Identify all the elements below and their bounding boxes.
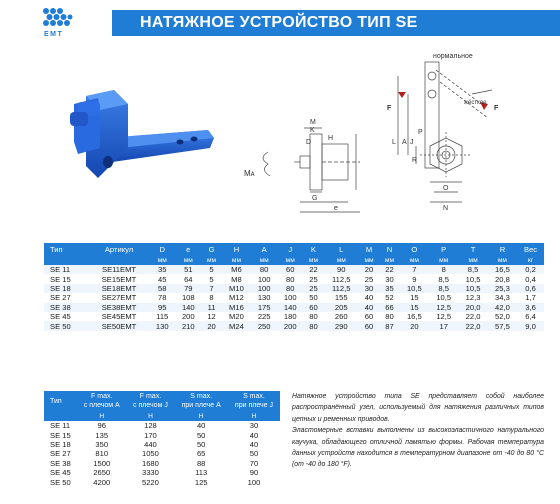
spec-units-row <box>44 255 544 265</box>
table-cell: 8,5 <box>458 265 487 274</box>
table-cell: 5220 <box>141 477 159 487</box>
unit-cell: мм <box>251 255 277 265</box>
unit-cell: мм <box>379 255 399 265</box>
table-cell: SE 27 <box>50 449 71 459</box>
label-f-left: F <box>387 105 392 112</box>
table-cell: 80 <box>277 284 303 293</box>
unit-cell: мм <box>201 255 221 265</box>
table-cell: SE38EMT <box>89 303 149 312</box>
table-cell: 35 <box>149 265 175 274</box>
product-image <box>68 82 218 182</box>
table-cell: 1680 <box>141 458 159 468</box>
table-cell: SE 18 <box>44 284 89 293</box>
label-f-right: F <box>494 105 499 112</box>
table-cell: 20,0 <box>458 303 487 312</box>
table-cell: 9,0 <box>517 321 544 330</box>
page-header <box>0 0 560 44</box>
label-a: A <box>402 139 407 146</box>
table-cell: 125 <box>194 477 208 487</box>
column-header: Тип <box>44 243 89 255</box>
table-cell: 210 <box>175 321 201 330</box>
table-cell: 7 <box>400 265 429 274</box>
unit-cell: H <box>228 411 280 421</box>
table-row <box>44 321 544 330</box>
table-cell: 16,5 <box>406 312 422 322</box>
table-cell: 22,0 <box>465 312 481 322</box>
table-cell: 12,5 <box>429 303 458 312</box>
table-cell: 225 <box>257 312 271 322</box>
table-cell: 7 <box>201 284 221 293</box>
table-cell: SE 18 <box>50 439 71 449</box>
table-cell: SE27EMT <box>101 293 137 303</box>
table-cell: 52,0 <box>495 312 510 322</box>
column-header: e <box>175 243 201 255</box>
unit-cell: мм <box>400 255 429 265</box>
table-cell: 79 <box>175 284 201 293</box>
table-cell: 60 <box>364 312 374 322</box>
table-cell: 115 <box>156 312 169 322</box>
logo-text: EMT <box>44 31 64 38</box>
table-cell: 40 <box>196 421 206 431</box>
unit-cell: H <box>174 411 227 421</box>
table-cell: 50 <box>196 439 206 449</box>
table-cell: 8,5 <box>429 284 458 293</box>
label-d: D <box>306 139 312 146</box>
unit-cell: мм <box>277 255 303 265</box>
table-cell: 112,5 <box>332 274 351 284</box>
table-cell: 22 <box>379 265 399 274</box>
table-cell: 35 <box>379 284 399 293</box>
table-cell: SE 15 <box>50 430 71 440</box>
table-cell: M8 <box>231 274 242 284</box>
column-header: D <box>149 243 175 255</box>
table-cell: SE 45 <box>50 468 71 478</box>
table-cell: M12 <box>229 293 244 303</box>
table-cell: 30 <box>385 274 394 284</box>
table-cell: 80 <box>285 274 295 284</box>
table-cell: 100 <box>257 274 271 284</box>
table-cell: 3,6 <box>517 303 544 312</box>
label-n: N <box>443 205 449 212</box>
table-cell: 1050 <box>141 449 159 459</box>
table-cell: 8 <box>209 293 214 303</box>
table-cell: 50 <box>249 449 259 459</box>
table-cell: SE18EMT <box>89 284 149 293</box>
column-header: K <box>303 243 323 255</box>
column-header: R <box>488 243 517 255</box>
table-cell: M24 <box>222 321 251 330</box>
table-cell: 8,5 <box>438 274 449 284</box>
table-cell: 88 <box>196 458 206 468</box>
column-header: G <box>201 243 221 255</box>
table-cell: SE11EMT <box>89 265 149 274</box>
table-cell: SE 27 <box>50 293 71 303</box>
label-o: O <box>443 185 449 192</box>
column-header: Тип <box>44 391 77 411</box>
table-cell: 80 <box>385 312 394 322</box>
table-cell: 60 <box>303 303 323 312</box>
table-cell: 205 <box>324 303 359 312</box>
column-header: Артикул <box>89 243 149 255</box>
table-cell: SE45EMT <box>101 312 137 322</box>
table-row <box>44 303 544 312</box>
unit-cell <box>89 255 149 265</box>
table-cell: 52 <box>385 293 394 303</box>
description-paragraph-1: Натяжное устройство типа SE представляет собой наиболее распространённый узел, используемый для натяжения различных типов цепных и ременных приводов. <box>292 393 544 423</box>
table-cell: 5 <box>201 265 221 274</box>
column-header: J <box>277 243 303 255</box>
table-cell: 810 <box>95 449 109 459</box>
unit-cell: мм <box>324 255 359 265</box>
table-cell: 0,4 <box>525 274 536 284</box>
table-cell: 6,4 <box>525 312 536 322</box>
label-g: G <box>312 195 318 202</box>
table-row <box>44 421 280 430</box>
table-cell: M20 <box>229 312 244 322</box>
spec-table <box>44 243 544 331</box>
table-cell: 40 <box>359 303 379 312</box>
description-paragraph-2: Эластомерные вставки выполнены из высокоэластичного натурального каучука, обладающего отличной памятью формы. Рабочая температура данных устройств находится в температурном диапазоне от -40 до 80 °С (от -40 до 180 °F). <box>292 427 544 469</box>
unit-cell: H <box>77 411 126 421</box>
table-cell: 290 <box>324 321 359 330</box>
unit-cell <box>44 255 89 265</box>
table-cell: 9 <box>412 274 417 284</box>
force-header-row <box>44 391 280 411</box>
table-row <box>44 468 280 477</box>
table-cell: 64 <box>184 274 193 284</box>
table-cell: 180 <box>283 312 297 322</box>
technical-drawing <box>240 52 540 222</box>
table-cell: 34,3 <box>495 293 510 303</box>
table-cell: 70 <box>249 458 259 468</box>
table-cell: SE 45 <box>50 312 71 322</box>
table-cell: 40 <box>249 430 259 440</box>
table-cell: 20,8 <box>495 274 510 284</box>
table-cell: 50 <box>196 430 206 440</box>
table-cell: 60 <box>277 265 303 274</box>
table-cell: 65 <box>196 449 206 459</box>
table-cell: 30 <box>249 421 259 431</box>
table-cell: 10,5 <box>400 284 429 293</box>
table-cell: 130 <box>257 293 271 303</box>
unit-cell: мм <box>359 255 379 265</box>
table-cell: 30 <box>359 284 379 293</box>
table-cell: 96 <box>97 421 106 431</box>
table-cell: 1,7 <box>525 293 536 303</box>
table-cell: 50 <box>309 293 318 303</box>
table-cell: 22,0 <box>458 321 487 330</box>
table-cell: 113 <box>195 468 208 478</box>
table-cell: 3330 <box>141 468 159 478</box>
table-cell: 175 <box>251 303 277 312</box>
table-cell: 16,5 <box>488 265 517 274</box>
table-cell: 58 <box>149 284 175 293</box>
table-cell: 42,0 <box>488 303 517 312</box>
table-cell: 45 <box>158 274 167 284</box>
table-cell: 0,2 <box>517 265 544 274</box>
force-units-row <box>44 411 280 421</box>
label-l: L <box>392 139 396 146</box>
table-cell: 8 <box>429 265 458 274</box>
spec-header-row <box>44 243 544 255</box>
label-k: K <box>310 127 315 134</box>
table-cell: 170 <box>144 430 157 440</box>
table-cell: 100 <box>283 293 297 303</box>
table-cell: 0,6 <box>517 284 544 293</box>
table-row <box>44 312 544 321</box>
unit-cell: мм <box>222 255 251 265</box>
table-cell: 11 <box>201 303 221 312</box>
table-cell: 140 <box>277 303 303 312</box>
label-r: R <box>412 157 418 164</box>
table-cell: 250 <box>251 321 277 330</box>
table-cell: 10,5 <box>458 284 487 293</box>
unit-cell: кг <box>517 255 544 265</box>
table-cell: 20 <box>359 265 379 274</box>
table-cell: 100 <box>247 477 261 487</box>
table-cell: 60 <box>359 321 379 330</box>
table-cell: SE15EMT <box>101 274 137 284</box>
table-row <box>44 293 544 302</box>
column-header: P <box>429 243 458 255</box>
column-header: N <box>379 243 399 255</box>
table-cell: 128 <box>144 421 157 431</box>
table-cell: 5 <box>209 274 214 284</box>
table-cell: 15 <box>400 303 429 312</box>
table-cell: 140 <box>175 303 201 312</box>
column-header: L <box>324 243 359 255</box>
table-cell: SE 11 <box>50 421 71 431</box>
unit-cell <box>44 411 77 421</box>
table-cell: 15 <box>410 293 419 303</box>
label-m: M <box>310 119 316 126</box>
column-header: S max. при плече J <box>228 391 280 411</box>
table-cell: 57,5 <box>488 321 517 330</box>
column-header: F max. с плечом J <box>126 391 174 411</box>
table-cell: 108 <box>181 293 195 303</box>
table-cell: SE 38 <box>50 458 71 468</box>
page-title: НАТЯЖНОЕ УСТРОЙСТВО ТИП SE <box>140 14 418 31</box>
table-row <box>44 274 544 283</box>
column-header: O <box>400 243 429 255</box>
column-header: Вес <box>517 243 544 255</box>
label-normal: нормальное <box>433 53 473 60</box>
table-cell: 12,5 <box>436 312 452 322</box>
table-cell: M6 <box>222 265 251 274</box>
table-cell: 20 <box>201 321 221 330</box>
label-hard: жёсткое <box>464 100 487 106</box>
table-row <box>44 430 280 439</box>
table-cell: 25 <box>309 274 318 284</box>
table-cell: 2650 <box>93 468 111 478</box>
force-table <box>44 391 280 487</box>
unit-cell: H <box>126 411 174 421</box>
table-cell: 200 <box>277 321 303 330</box>
table-cell: 40 <box>249 439 259 449</box>
label-p: P <box>418 129 423 136</box>
label-h: H <box>328 135 334 142</box>
table-cell: SE 50 <box>50 477 71 487</box>
table-cell: M10 <box>222 284 251 293</box>
table-cell: SE 15 <box>50 274 71 284</box>
table-cell: SE 50 <box>44 321 89 330</box>
table-row <box>44 449 280 458</box>
table-row <box>44 477 280 486</box>
unit-cell: мм <box>488 255 517 265</box>
table-cell: 10,5 <box>436 293 452 303</box>
table-cell: 135 <box>95 430 109 440</box>
table-cell: 12 <box>207 312 216 322</box>
table-row <box>44 265 544 274</box>
column-header: H <box>222 243 251 255</box>
table-cell: 1500 <box>93 458 111 468</box>
table-cell: 25 <box>364 274 374 284</box>
table-cell: SE 11 <box>44 265 89 274</box>
table-cell: 17 <box>429 321 458 330</box>
table-cell: 90 <box>324 265 359 274</box>
table-cell: 51 <box>175 265 201 274</box>
unit-cell: мм <box>458 255 487 265</box>
table-row <box>44 459 280 468</box>
table-cell: 90 <box>249 468 259 478</box>
column-header: A <box>251 243 277 255</box>
label-j: J <box>410 139 414 146</box>
column-header: F max. с плечом A <box>77 391 126 411</box>
table-cell: 155 <box>334 293 348 303</box>
unit-cell: мм <box>175 255 201 265</box>
table-cell: 78 <box>158 293 167 303</box>
column-header: S max. при плече A <box>174 391 227 411</box>
table-cell: 10,5 <box>465 274 481 284</box>
table-cell: 350 <box>95 439 109 449</box>
table-cell: 40 <box>364 293 374 303</box>
table-cell: 95 <box>149 303 175 312</box>
label-ma: Mᴀ <box>244 169 255 178</box>
table-cell: 440 <box>144 439 157 449</box>
table-cell: 80 <box>303 321 323 330</box>
table-cell: M16 <box>222 303 251 312</box>
table-cell: 260 <box>334 312 348 322</box>
description <box>292 391 544 471</box>
column-header: M <box>359 243 379 255</box>
unit-cell: мм <box>429 255 458 265</box>
table-cell: 200 <box>181 312 195 322</box>
table-cell: 25,3 <box>488 284 517 293</box>
table-cell: 20 <box>400 321 429 330</box>
table-cell: 100 <box>251 284 277 293</box>
table-cell: 66 <box>379 303 399 312</box>
table-cell: 87 <box>379 321 399 330</box>
table-cell: 80 <box>251 265 277 274</box>
table-cell: 22 <box>303 265 323 274</box>
table-cell: 112,5 <box>324 284 359 293</box>
table-row <box>44 440 280 449</box>
column-header: T <box>458 243 487 255</box>
table-cell: 130 <box>149 321 175 330</box>
table-row <box>44 284 544 293</box>
table-cell: 12,3 <box>465 293 481 303</box>
table-cell: 80 <box>309 312 318 322</box>
unit-cell: мм <box>149 255 175 265</box>
table-cell: 4200 <box>93 477 111 487</box>
unit-cell: мм <box>303 255 323 265</box>
label-e: e <box>334 205 338 212</box>
table-cell: 25 <box>303 284 323 293</box>
table-cell: SE 38 <box>44 303 89 312</box>
table-cell: SE50EMT <box>89 321 149 330</box>
